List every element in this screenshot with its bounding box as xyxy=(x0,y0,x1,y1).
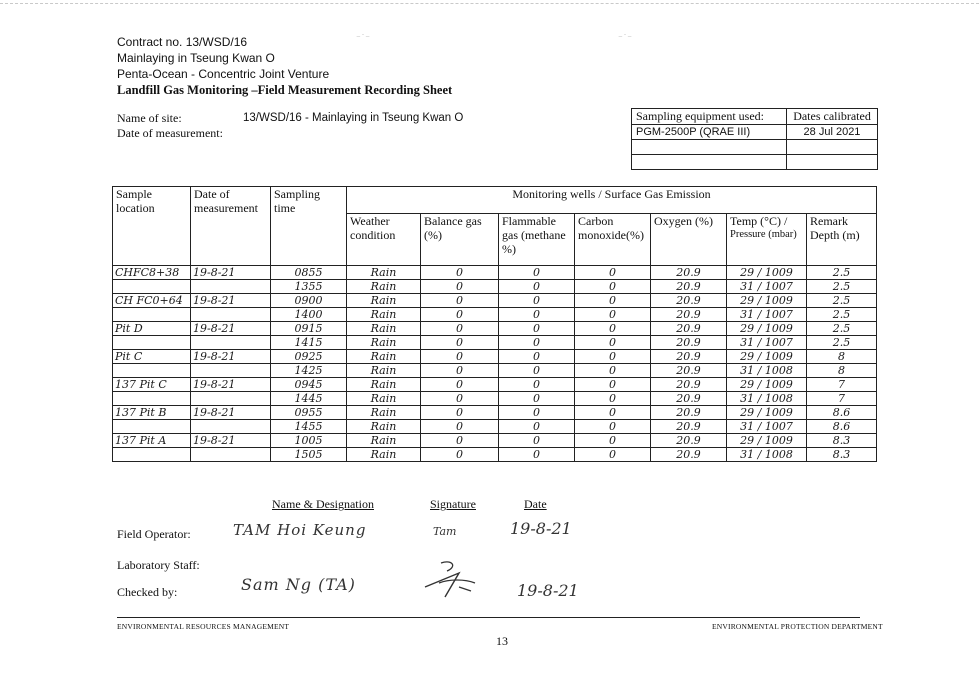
balance-gas-cell: 0 xyxy=(421,406,499,420)
depth-cell: 2.5 xyxy=(807,266,877,280)
temp-pressure-cell xyxy=(727,308,807,322)
temp-pressure-cell xyxy=(727,322,807,336)
temperature-value: 29 xyxy=(740,322,755,335)
measurement-date-cell: 19-8-21 xyxy=(191,294,271,308)
temp-pressure-separator: / xyxy=(754,392,765,405)
flammable-gas-cell: 0 xyxy=(499,378,575,392)
pressure-value: 1008 xyxy=(764,392,793,405)
temp-pressure-cell xyxy=(727,364,807,378)
table-row xyxy=(113,266,877,280)
depth-cell: 7 xyxy=(807,378,877,392)
laboratory-staff-label: Laboratory Staff: xyxy=(117,558,200,572)
sample-location-cell xyxy=(113,364,191,378)
temp-pressure-separator: / xyxy=(754,322,765,335)
flammable-gas-cell: 0 xyxy=(499,280,575,294)
table-row xyxy=(113,434,877,448)
header-sample-location: Sample location xyxy=(113,187,191,266)
table-row xyxy=(113,364,877,378)
oxygen-cell: 20.9 xyxy=(651,350,727,364)
oxygen-cell: 20.9 xyxy=(651,392,727,406)
carbon-monoxide-cell: 0 xyxy=(575,434,651,448)
sampling-time-cell: 1505 xyxy=(271,448,347,462)
header-remark-depth xyxy=(807,214,877,266)
weather-cell: Rain xyxy=(347,378,421,392)
equipment-cell xyxy=(632,155,787,170)
oxygen-cell: 20.9 xyxy=(651,294,727,308)
weather-cell: Rain xyxy=(347,364,421,378)
depth-cell: 2.5 xyxy=(807,322,877,336)
sample-location-cell: CHFC8+38 xyxy=(113,266,191,280)
flammable-gas-cell: 0 xyxy=(499,350,575,364)
temperature-value: 31 xyxy=(740,336,755,349)
depth-cell: 8.6 xyxy=(807,406,877,420)
depth-cell: 2.5 xyxy=(807,294,877,308)
field-operator-label: Field Operator: xyxy=(117,527,191,541)
carbon-monoxide-cell: 0 xyxy=(575,392,651,406)
weather-cell: Rain xyxy=(347,350,421,364)
measurement-date-cell xyxy=(191,392,271,406)
weather-cell: Rain xyxy=(347,266,421,280)
depth-cell: 8.6 xyxy=(807,420,877,434)
checked-by-date: 19-8-21 xyxy=(517,581,579,600)
temperature-value: 31 xyxy=(740,280,755,293)
sampling-time-cell: 0855 xyxy=(271,266,347,280)
balance-gas-cell: 0 xyxy=(421,266,499,280)
sampling-time-cell: 1400 xyxy=(271,308,347,322)
temp-pressure-cell xyxy=(727,406,807,420)
temperature-value: 31 xyxy=(740,364,755,377)
oxygen-cell: 20.9 xyxy=(651,336,727,350)
flammable-gas-cell: 0 xyxy=(499,266,575,280)
temp-pressure-separator: / xyxy=(754,294,765,307)
weather-cell: Rain xyxy=(347,420,421,434)
calibration-header: Dates calibrated xyxy=(787,109,878,125)
temperature-value: 31 xyxy=(740,420,755,433)
page-number: 13 xyxy=(496,634,508,648)
carbon-monoxide-cell: 0 xyxy=(575,266,651,280)
balance-gas-cell: 0 xyxy=(421,392,499,406)
table-row xyxy=(113,280,877,294)
checked-by-label: Checked by: xyxy=(117,585,178,599)
footer-left: ENVIRONMENTAL RESOURCES MANAGEMENT xyxy=(117,622,290,631)
field-operator-name: TAM Hoi Keung xyxy=(233,521,367,539)
sampling-time-cell: 1425 xyxy=(271,364,347,378)
oxygen-cell: 20.9 xyxy=(651,364,727,378)
equipment-table xyxy=(631,108,878,170)
temperature-value: 29 xyxy=(740,378,755,391)
header-temp-pressure xyxy=(727,214,807,266)
depth-cell: 2.5 xyxy=(807,336,877,350)
oxygen-cell: 20.9 xyxy=(651,448,727,462)
table-row xyxy=(113,378,877,392)
pressure-value: 1009 xyxy=(764,378,793,391)
depth-cell: 7 xyxy=(807,392,877,406)
project-name: Mainlaying in Tseung Kwan O xyxy=(117,51,275,65)
temp-pressure-cell xyxy=(727,266,807,280)
pressure-value: 1009 xyxy=(764,322,793,335)
table-row xyxy=(113,420,877,434)
weather-cell: Rain xyxy=(347,280,421,294)
site-name-label: Name of site: xyxy=(117,111,182,125)
header-monitoring-group: Monitoring wells / Surface Gas Emission xyxy=(347,187,877,214)
carbon-monoxide-cell: 0 xyxy=(575,336,651,350)
pressure-value: 1009 xyxy=(764,406,793,419)
temp-pressure-cell xyxy=(727,378,807,392)
table-row xyxy=(113,392,877,406)
header-weather: Weather condition xyxy=(347,214,421,266)
measurement-date-cell: 19-8-21 xyxy=(191,350,271,364)
pressure-value: 1009 xyxy=(764,350,793,363)
temp-pressure-cell xyxy=(727,294,807,308)
carbon-monoxide-cell: 0 xyxy=(575,322,651,336)
temp-pressure-separator: / xyxy=(754,448,765,461)
balance-gas-cell: 0 xyxy=(421,350,499,364)
calibration-date-cell xyxy=(787,140,878,155)
sampling-time-cell: 1415 xyxy=(271,336,347,350)
temp-pressure-separator: / xyxy=(754,266,765,279)
temperature-value: 29 xyxy=(740,350,755,363)
flammable-gas-cell: 0 xyxy=(499,448,575,462)
carbon-monoxide-cell: 0 xyxy=(575,420,651,434)
weather-cell: Rain xyxy=(347,392,421,406)
balance-gas-cell: 0 xyxy=(421,364,499,378)
weather-cell: Rain xyxy=(347,322,421,336)
oxygen-cell: 20.9 xyxy=(651,266,727,280)
table-row xyxy=(113,322,877,336)
measurement-date-label: Date of measurement: xyxy=(117,126,223,140)
equipment-header: Sampling equipment used: xyxy=(632,109,787,125)
pressure-value: 1007 xyxy=(764,420,793,433)
sample-location-cell xyxy=(113,308,191,322)
pressure-value: 1009 xyxy=(764,434,793,447)
balance-gas-cell: 0 xyxy=(421,434,499,448)
sample-location-cell xyxy=(113,420,191,434)
balance-gas-cell: 0 xyxy=(421,322,499,336)
table-row xyxy=(113,294,877,308)
measurement-date-cell xyxy=(191,336,271,350)
flammable-gas-cell: 0 xyxy=(499,322,575,336)
carbon-monoxide-cell: 0 xyxy=(575,406,651,420)
header-date: Date of measurement xyxy=(191,187,271,266)
carbon-monoxide-cell: 0 xyxy=(575,364,651,378)
field-operator-signature: Tam xyxy=(433,525,457,538)
footer-rule xyxy=(117,617,860,618)
equipment-cell xyxy=(632,140,787,155)
sampling-time-cell: 1005 xyxy=(271,434,347,448)
temp-pressure-separator: / xyxy=(754,280,765,293)
signoff-signature-header: Signature xyxy=(430,497,476,511)
measurement-date-cell xyxy=(191,308,271,322)
scan-top-edge xyxy=(0,3,979,4)
measurement-date-cell xyxy=(191,420,271,434)
pressure-value: 1007 xyxy=(764,336,793,349)
measurement-date-cell: 19-8-21 xyxy=(191,406,271,420)
pressure-value: 1008 xyxy=(764,448,793,461)
sampling-time-cell: 0925 xyxy=(271,350,347,364)
pressure-value: 1007 xyxy=(764,280,793,293)
signoff-name-header: Name & Designation xyxy=(272,497,374,511)
scan-speck: ⁻˙⁻ xyxy=(618,34,633,44)
sampling-time-cell: 0945 xyxy=(271,378,347,392)
sampling-time-cell: 0900 xyxy=(271,294,347,308)
balance-gas-cell: 0 xyxy=(421,308,499,322)
balance-gas-cell: 0 xyxy=(421,448,499,462)
sheet-title: Landfill Gas Monitoring –Field Measurement Recording Sheet xyxy=(117,83,453,97)
footer-right: ENVIRONMENTAL PROTECTION DEPARTMENT xyxy=(712,622,883,631)
depth-cell: 2.5 xyxy=(807,280,877,294)
table-row xyxy=(113,350,877,364)
depth-cell: 8.3 xyxy=(807,448,877,462)
site-info xyxy=(117,111,464,141)
oxygen-cell: 20.9 xyxy=(651,420,727,434)
temp-pressure-cell xyxy=(727,420,807,434)
flammable-gas-cell: 0 xyxy=(499,294,575,308)
weather-cell: Rain xyxy=(347,448,421,462)
sample-location-cell xyxy=(113,280,191,294)
temperature-value: 29 xyxy=(740,266,755,279)
pressure-value: 1008 xyxy=(764,364,793,377)
pressure-value: 1007 xyxy=(764,308,793,321)
temperature-value: 31 xyxy=(740,392,755,405)
temp-pressure-separator: / xyxy=(754,308,765,321)
header-remark: Remark xyxy=(810,214,848,229)
carbon-monoxide-cell: 0 xyxy=(575,308,651,322)
pressure-value: 1009 xyxy=(764,266,793,279)
temp-pressure-cell xyxy=(727,350,807,364)
contract-number: Contract no. 13/WSD/16 xyxy=(117,35,248,49)
flammable-gas-cell: 0 xyxy=(499,364,575,378)
carbon-monoxide-cell: 0 xyxy=(575,280,651,294)
depth-cell: 8.3 xyxy=(807,434,877,448)
table-row xyxy=(113,406,877,420)
measurement-date-cell xyxy=(191,448,271,462)
table-row xyxy=(113,308,877,322)
sample-location-cell: 137 Pit A xyxy=(113,434,191,448)
signoff-date-header: Date xyxy=(524,497,547,511)
temperature-value: 29 xyxy=(740,294,755,307)
header-time: Sampling time xyxy=(271,187,347,266)
header-flammable-gas: Flammable gas (methane %) xyxy=(499,214,575,266)
table-row xyxy=(113,336,877,350)
temp-pressure-separator: / xyxy=(754,378,765,391)
temperature-value: 31 xyxy=(740,448,755,461)
sample-location-cell: 137 Pit C xyxy=(113,378,191,392)
calibration-date-cell xyxy=(787,155,878,170)
sample-location-cell: CH FC0+64 xyxy=(113,294,191,308)
carbon-monoxide-cell: 0 xyxy=(575,448,651,462)
flammable-gas-cell: 0 xyxy=(499,420,575,434)
sample-location-cell xyxy=(113,448,191,462)
weather-cell: Rain xyxy=(347,336,421,350)
weather-cell: Rain xyxy=(347,434,421,448)
temp-pressure-cell xyxy=(727,392,807,406)
sample-location-cell: 137 Pit B xyxy=(113,406,191,420)
sampling-time-cell: 0915 xyxy=(271,322,347,336)
flammable-gas-cell: 0 xyxy=(499,308,575,322)
measurement-table xyxy=(112,186,877,462)
measurement-date-cell xyxy=(191,280,271,294)
oxygen-cell: 20.9 xyxy=(651,308,727,322)
contractor-name: Penta-Ocean - Concentric Joint Venture xyxy=(117,67,330,81)
flammable-gas-cell: 0 xyxy=(499,336,575,350)
temperature-value: 31 xyxy=(740,308,755,321)
sampling-time-cell: 0955 xyxy=(271,406,347,420)
weather-cell: Rain xyxy=(347,294,421,308)
header-pressure: Pressure (mbar) xyxy=(730,229,797,241)
oxygen-cell: 20.9 xyxy=(651,280,727,294)
table-row xyxy=(113,448,877,462)
depth-cell: 8 xyxy=(807,364,877,378)
oxygen-cell: 20.9 xyxy=(651,406,727,420)
sampling-time-cell: 1445 xyxy=(271,392,347,406)
header-temp: Temp (°C) / xyxy=(730,214,788,229)
temp-pressure-separator: / xyxy=(754,364,765,377)
temp-pressure-separator: / xyxy=(754,336,765,349)
temp-pressure-cell xyxy=(727,434,807,448)
sampling-time-cell: 1355 xyxy=(271,280,347,294)
oxygen-cell: 20.9 xyxy=(651,322,727,336)
depth-cell: 8 xyxy=(807,350,877,364)
balance-gas-cell: 0 xyxy=(421,378,499,392)
pressure-value: 1009 xyxy=(764,294,793,307)
header-depth: Depth (m) xyxy=(810,228,860,243)
temp-pressure-separator: / xyxy=(754,406,765,419)
measurement-date-cell: 19-8-21 xyxy=(191,434,271,448)
balance-gas-cell: 0 xyxy=(421,294,499,308)
depth-cell: 2.5 xyxy=(807,308,877,322)
temp-pressure-cell xyxy=(727,280,807,294)
sample-location-cell xyxy=(113,336,191,350)
balance-gas-cell: 0 xyxy=(421,336,499,350)
carbon-monoxide-cell: 0 xyxy=(575,350,651,364)
header-carbon-monoxide: Carbon monoxide(%) xyxy=(575,214,651,266)
oxygen-cell: 20.9 xyxy=(651,378,727,392)
measurement-date-cell: 19-8-21 xyxy=(191,322,271,336)
sample-location-cell xyxy=(113,392,191,406)
sample-location-cell: Pit C xyxy=(113,350,191,364)
flammable-gas-cell: 0 xyxy=(499,434,575,448)
temperature-value: 29 xyxy=(740,406,755,419)
temp-pressure-cell xyxy=(727,336,807,350)
measurement-date-cell xyxy=(191,364,271,378)
site-name-value: 13/WSD/16 - Mainlaying in Tseung Kwan O xyxy=(243,112,464,124)
sampling-time-cell: 1455 xyxy=(271,420,347,434)
carbon-monoxide-cell: 0 xyxy=(575,378,651,392)
temp-pressure-separator: / xyxy=(754,434,765,447)
checked-by-name: Sam Ng (TA) xyxy=(241,575,356,594)
checked-by-signature-mark xyxy=(419,557,481,601)
flammable-gas-cell: 0 xyxy=(499,406,575,420)
document-header xyxy=(117,34,452,98)
temp-pressure-separator: / xyxy=(754,350,765,363)
calibration-date-cell: 28 Jul 2021 xyxy=(787,125,878,140)
temp-pressure-separator: / xyxy=(754,420,765,433)
sample-location-cell: Pit D xyxy=(113,322,191,336)
header-oxygen: Oxygen (%) xyxy=(651,214,727,266)
equipment-cell: PGM-2500P (QRAE III) xyxy=(632,125,787,140)
temperature-value: 29 xyxy=(740,434,755,447)
balance-gas-cell: 0 xyxy=(421,280,499,294)
carbon-monoxide-cell: 0 xyxy=(575,294,651,308)
weather-cell: Rain xyxy=(347,406,421,420)
weather-cell: Rain xyxy=(347,308,421,322)
scan-speck: ⁻˙⁻ xyxy=(356,34,371,44)
flammable-gas-cell: 0 xyxy=(499,392,575,406)
temp-pressure-cell xyxy=(727,448,807,462)
oxygen-cell: 20.9 xyxy=(651,434,727,448)
balance-gas-cell: 0 xyxy=(421,420,499,434)
measurement-date-cell: 19-8-21 xyxy=(191,266,271,280)
measurement-date-cell: 19-8-21 xyxy=(191,378,271,392)
field-operator-date: 19-8-21 xyxy=(510,519,572,538)
header-balance-gas: Balance gas (%) xyxy=(421,214,499,266)
